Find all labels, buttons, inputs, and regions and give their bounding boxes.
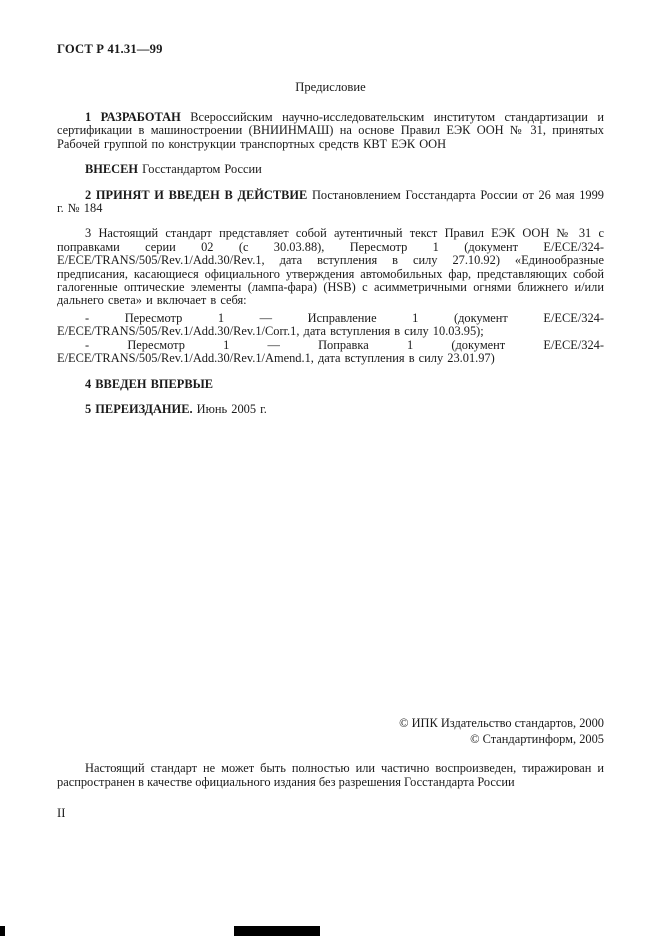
paragraph-adopted — [57, 189, 604, 216]
copyright-line-publisher: © ИПК Издательство стандартов, 2000 — [399, 716, 604, 731]
page-title: Предисловие — [295, 80, 366, 94]
paragraph-text: Госстандартом России — [138, 162, 262, 177]
doc-number: ГОСТ Р 41.31—99 — [57, 42, 163, 56]
paragraph-lead: 4 ВВЕДЕН ВПЕРВЫЕ — [85, 376, 214, 391]
scan-artifact-bar — [234, 926, 320, 936]
paragraph-reissue — [57, 403, 604, 416]
page-number: II — [57, 806, 66, 821]
paragraph-revision-amend — [57, 339, 604, 366]
paragraph-lead: 1 РАЗРАБОТАН — [85, 110, 181, 124]
reproduction-notice: Настоящий стандарт не может быть полностью или частично воспроизведен, тиражирован и распространен в качестве официального издания без разрешения Госстандарта России — [57, 761, 604, 789]
paragraph-text: Постановлением Госстандарта России от 26 мая 1999 г. № 184 — [57, 187, 604, 216]
paragraph-text: Июнь 2005 г. — [192, 401, 267, 416]
paragraph-developed — [57, 111, 604, 151]
paragraph-submitted — [57, 163, 604, 176]
copyright-line-standartinform: © Стандартинформ, 2005 — [470, 731, 604, 746]
paragraph-text: Всероссийским научно-исследовательским институтом стандартизации и сертификации в машиностроении (ВНИИНМАШ) на основе Правил ЕЭК ООН № 31, принятых Рабочей группой по конструкции транспортных средств КВТ ЕЭК ООН — [57, 110, 604, 151]
paragraph-lead: ВНЕСЕН — [85, 162, 139, 177]
paragraph-lead: 2 ПРИНЯТ И ВВЕДЕН В ДЕЙСТВИЕ — [85, 187, 308, 202]
paragraph-lead: 5 ПЕРЕИЗДАНИЕ. — [85, 401, 193, 416]
paragraph-first-edition — [57, 378, 604, 391]
paragraph-authentic-text — [57, 227, 604, 307]
paragraph-text: 3 Настоящий стандарт представляет собой аутентичный текст Правил ЕЭК ООН № 31 с поправками серии 02 (с 30.03.88), Пересмотр 1 (документ E/ECE/324-E/ECE/TRANS/505/Rev.1/Add.30/Rev.1, дата вступления в силу 27.10.92) «Единообразные предписания, касающиеся официального утверждения автомобильных фар, представляющих собой галогенные оптические элементы (лампа-фара) (HSB) с асимметричными огнями ближнего и/или дальнего света» и включает в себя: — [57, 226, 604, 308]
copyright-block — [57, 716, 604, 747]
paragraph-text: - Пересмотр 1 — Исправление 1 (документ E/ECE/324-E/ECE/TRANS/505/Rev.1/Add.30/Rev.1/Corr.1, дата вступления в силу 10.03.95); — [57, 310, 604, 339]
scan-artifact-edge — [0, 926, 5, 936]
paragraph-text: - Пересмотр 1 — Поправка 1 (документ E/ECE/324-E/ECE/TRANS/505/Rev.1/Add.30/Rev.1/Amend.1, дата вступления в силу 23.01.97) — [57, 337, 604, 366]
paragraph-revision-corr — [57, 312, 604, 339]
